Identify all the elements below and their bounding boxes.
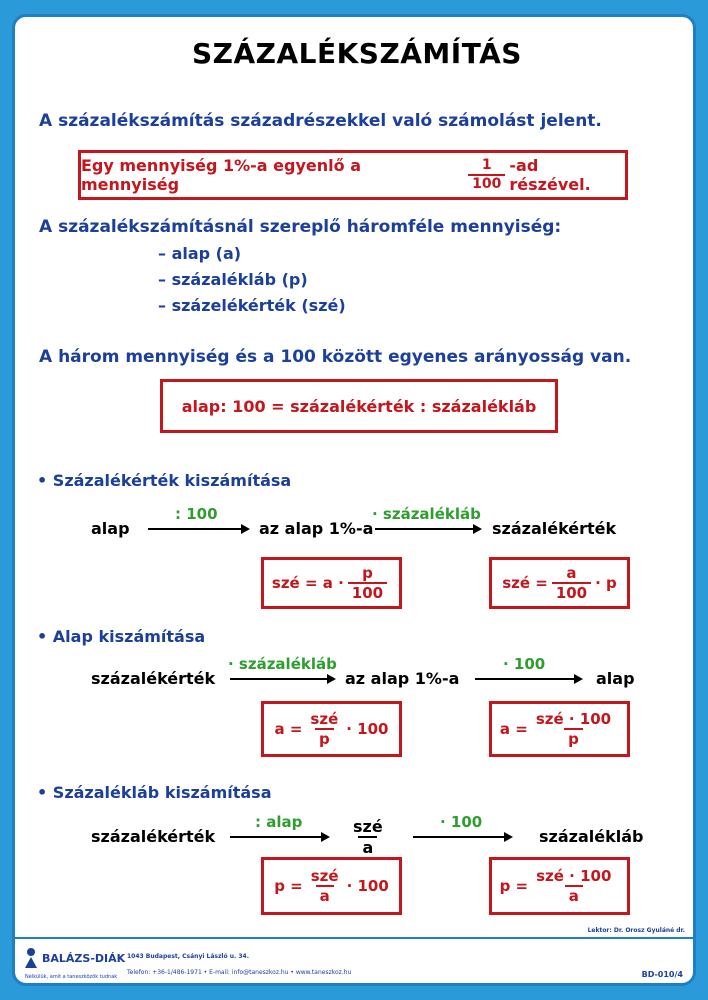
definition-frac-num: 1 xyxy=(481,156,492,173)
section3-mid-den: a xyxy=(358,836,377,857)
section3-start: százalékérték xyxy=(91,827,216,846)
proportion-heading: A három mennyiség és a 100 között egyenes arányosság van. xyxy=(39,347,632,367)
section1-start: alap xyxy=(91,519,130,538)
section2-f2-fraction xyxy=(532,711,615,748)
section1-arrow2 xyxy=(375,528,480,530)
section1-f1-num: p xyxy=(362,563,373,582)
section1-formula1-box xyxy=(261,557,402,609)
section3-op1: : alap xyxy=(255,813,303,831)
brand-logo-icon xyxy=(23,947,39,969)
definition-frac-den: 100 xyxy=(468,174,505,192)
definition-after: -ad részével. xyxy=(509,156,591,194)
section3-f2-den: a xyxy=(565,885,583,905)
section2-f1-lhs: a = xyxy=(274,720,303,738)
section2-start: százalékérték xyxy=(91,669,216,688)
section2-end: alap xyxy=(596,669,635,688)
section3-f2-lhs: p = xyxy=(499,877,529,895)
quantities-heading: A százalékszámításnál szereplő háromféle mennyiség: xyxy=(39,217,562,237)
section1-heading: • Százalékérték kiszámítása xyxy=(37,471,292,490)
section1-arrow1 xyxy=(148,528,248,530)
section2-mid: az alap 1%-a xyxy=(345,669,460,688)
section1-f2-rhs: · p xyxy=(595,574,617,592)
intro-text: A százalékszámítás századrészekkel való számolást jelent. xyxy=(39,111,602,131)
section1-op2: · százalékláb xyxy=(372,505,481,523)
section2-f2-lhs: a = xyxy=(499,720,528,738)
section3-formula2-box xyxy=(489,857,630,915)
section2-f1-num: szé xyxy=(310,709,339,728)
section3-f1-fraction xyxy=(307,868,343,905)
section2-heading: • Alap kiszámítása xyxy=(37,627,206,646)
lektor-credit: Lektor: Dr. Orosz Gyuláné dr. xyxy=(587,927,685,934)
definition-box xyxy=(78,150,628,200)
section2-formula2-box xyxy=(489,701,630,757)
section1-formula2-box xyxy=(489,557,630,609)
definition-fraction xyxy=(468,158,505,193)
section1-f2-fraction xyxy=(552,565,591,602)
section3-heading: • Százalékláb kiszámítása xyxy=(37,783,272,802)
section1-f2-den: 100 xyxy=(552,582,591,602)
poster-sheet xyxy=(12,14,696,986)
section2-arrow2 xyxy=(475,678,581,680)
section3-f2-fraction xyxy=(532,868,615,905)
quantity-szazalekláb: – százalékláb (p) xyxy=(158,270,308,289)
product-code: BD-010/4 xyxy=(641,970,683,979)
section2-f1-fraction xyxy=(306,711,342,748)
quantity-alap: – alap (a) xyxy=(158,244,242,263)
section2-arrow1 xyxy=(230,678,334,680)
proportion-box xyxy=(160,379,558,433)
footer-divider xyxy=(15,937,693,939)
section1-f2-lhs: szé = xyxy=(502,574,548,592)
section2-f2-num: szé · 100 xyxy=(535,709,612,728)
section1-f1-den: 100 xyxy=(348,582,387,602)
section3-formula1-box xyxy=(261,857,402,915)
section3-mid-num: szé xyxy=(353,817,383,836)
section3-arrow1 xyxy=(230,836,328,838)
section3-op2: · 100 xyxy=(440,813,483,831)
quantity-szazalekertek: – százelékérték (szé) xyxy=(158,296,346,315)
section3-end: százalékláb xyxy=(539,827,644,846)
section3-f1-rhs: · 100 xyxy=(346,877,389,895)
section3-arrow2 xyxy=(413,836,511,838)
section2-f1-rhs: · 100 xyxy=(346,720,389,738)
proportion-formula: alap: 100 = százalékérték : százalékláb xyxy=(181,396,537,416)
section3-f1-den: a xyxy=(316,885,334,905)
section1-op1: : 100 xyxy=(175,505,218,523)
brand-logo xyxy=(23,947,125,969)
section1-end: százalékérték xyxy=(492,519,617,538)
section2-f1-den: p xyxy=(315,728,334,748)
definition-before: Egy mennyiség 1%-a egyenlő a mennyiség xyxy=(81,156,361,194)
footer-contact: Telefon: +36-1/486-1971 • E-mail: info@taneszkoz.hu • www.taneszkoz.hu xyxy=(127,969,352,976)
footer-address: 1043 Budapest, Csányi László u. 34. xyxy=(127,953,249,960)
section2-op2: · 100 xyxy=(503,655,546,673)
section2-formula1-box xyxy=(261,701,402,757)
brand-slogan: Nélkülük, amit a taneszközök tudnak xyxy=(25,974,118,980)
section3-f1-num: szé xyxy=(310,866,339,885)
brand-name: BALÁZS-DIÁK xyxy=(42,951,126,965)
section3-f1-lhs: p = xyxy=(274,877,303,895)
page-title: SZÁZALÉKSZÁMÍTÁS xyxy=(192,37,522,70)
section2-f2-den: p xyxy=(564,728,583,748)
section1-f1-lhs: szé = a · xyxy=(271,574,344,592)
section2-op1: · százalékláb xyxy=(228,655,337,673)
section3-mid-fraction xyxy=(349,817,387,857)
section1-f1-fraction xyxy=(348,565,387,602)
section1-f2-num: a xyxy=(566,563,577,582)
section1-mid: az alap 1%-a xyxy=(259,519,374,538)
section3-f2-num: szé · 100 xyxy=(536,866,612,885)
